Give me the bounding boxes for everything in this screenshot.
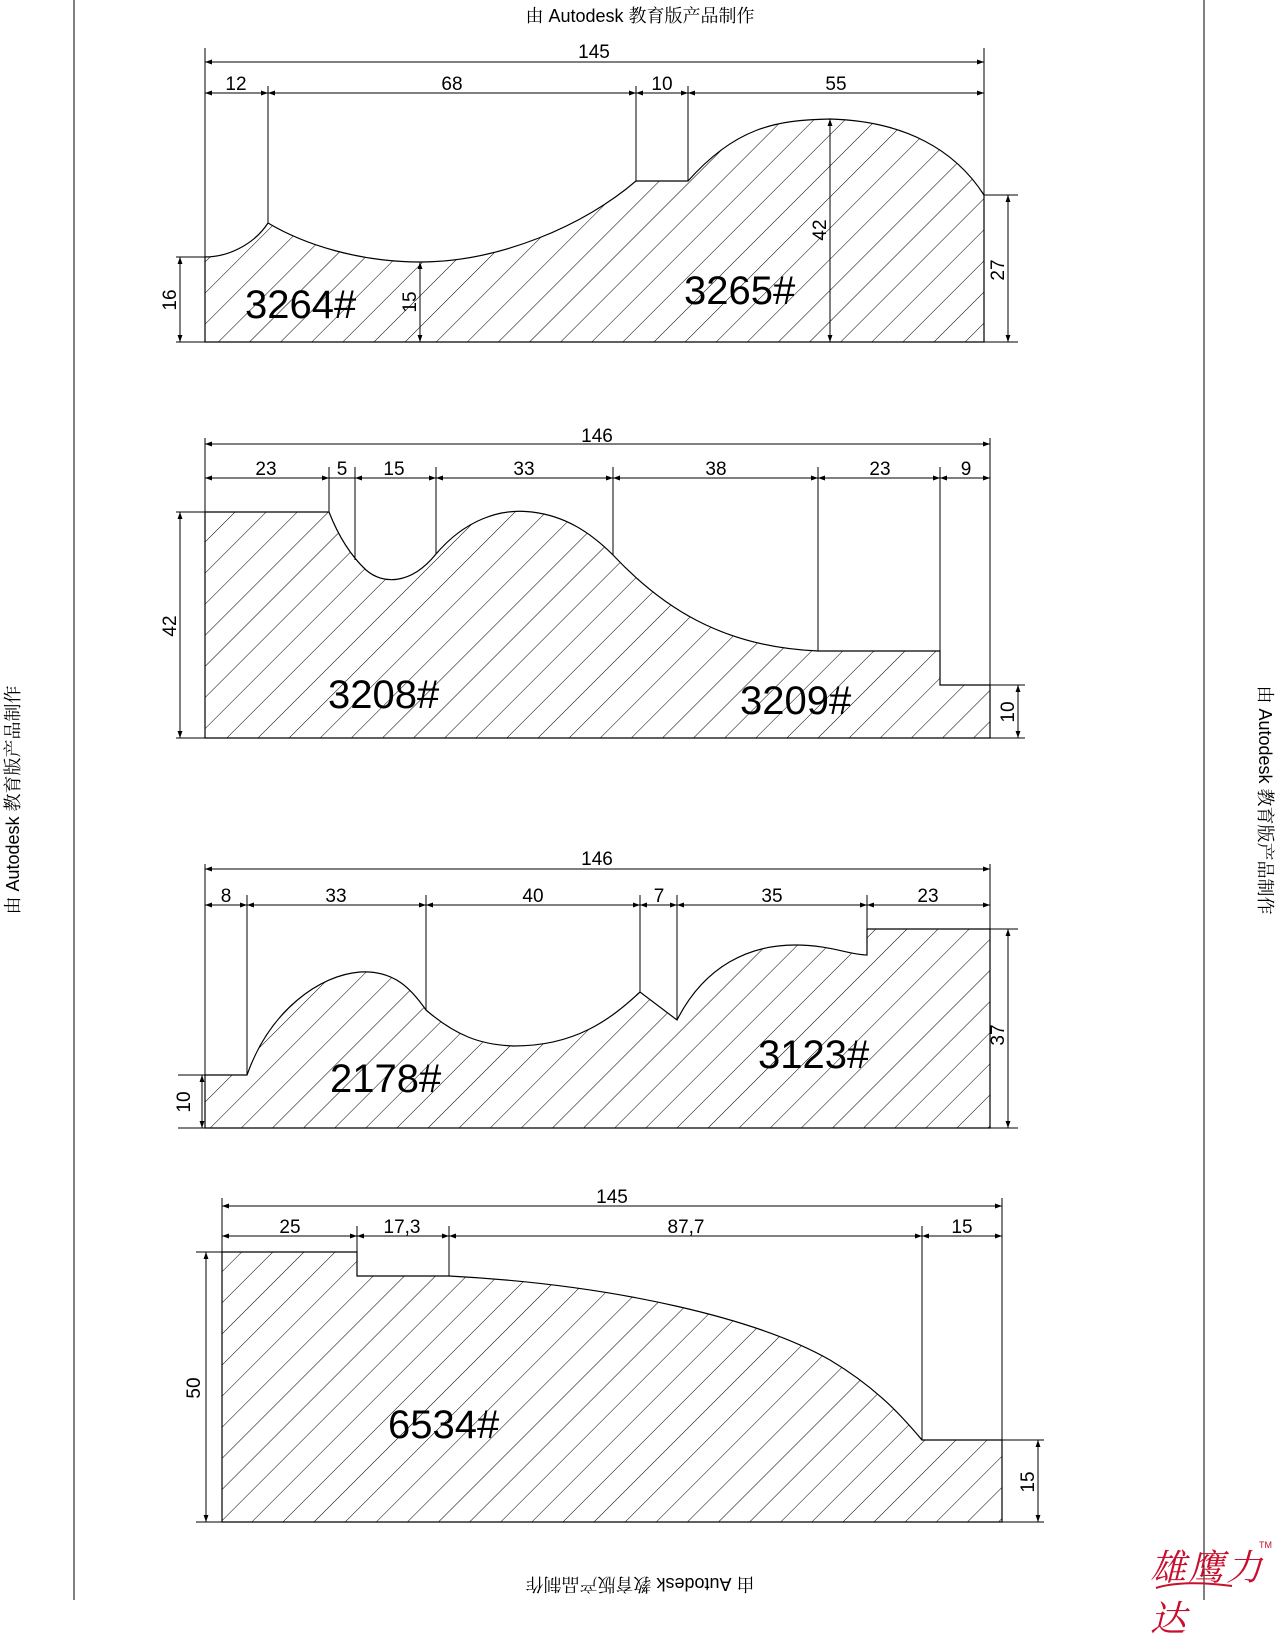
profile-4-section <box>222 1252 1002 1522</box>
watermark-bottom: 由 Autodesk 教育版产品制作 <box>525 1574 755 1594</box>
part-label: 6534# <box>388 1403 500 1447</box>
profile-6534 <box>184 1187 1044 1522</box>
dim-segment: 7 <box>653 886 665 907</box>
dim-segment: 17,3 <box>383 1217 421 1238</box>
dim-segment: 12 <box>225 74 247 95</box>
part-label: 2178# <box>330 1057 442 1101</box>
brand-trademark: TM <box>1259 1540 1272 1550</box>
dim-height: 10 <box>174 1091 195 1113</box>
dim-overall: 146 <box>581 849 613 870</box>
dim-segment: 8 <box>220 886 232 907</box>
dim-segment: 23 <box>869 459 891 480</box>
watermark-right: 由 Autodesk 教育版产品制作 <box>1255 685 1275 915</box>
dim-segment: 38 <box>705 459 727 480</box>
dim-segment: 10 <box>651 74 673 95</box>
dim-segment: 15 <box>951 1217 973 1238</box>
dim-segment: 55 <box>825 74 847 95</box>
part-label: 3264# <box>245 283 357 327</box>
dim-overall: 145 <box>578 42 610 63</box>
profile-2178-3123 <box>174 849 1018 1128</box>
dim-segment: 25 <box>279 1217 301 1238</box>
dim-segment: 35 <box>761 886 783 907</box>
dim-height: 15 <box>1018 1471 1039 1493</box>
dim-height: 15 <box>400 291 421 313</box>
brand-mark: 雄鹰力达 <box>1150 1548 1265 1640</box>
watermark-left: 由 Autodesk 教育版产品制作 <box>3 685 23 915</box>
dim-segment: 33 <box>325 886 347 907</box>
dim-height: 50 <box>184 1377 205 1399</box>
profile-2-section <box>205 511 990 738</box>
dim-segment: 5 <box>336 459 348 480</box>
profile-3208-3209 <box>160 426 1025 738</box>
profile-3264-3265 <box>160 42 1018 342</box>
dim-height: 16 <box>160 289 181 311</box>
dim-height: 42 <box>160 615 181 637</box>
dim-height: 27 <box>988 259 1009 281</box>
profile-3-section <box>205 929 990 1128</box>
dim-segment: 9 <box>960 459 972 480</box>
dim-segment: 15 <box>383 459 405 480</box>
brand-swoosh-icon <box>1154 1580 1234 1590</box>
part-label: 3209# <box>740 679 852 723</box>
watermark-top: 由 Autodesk 教育版产品制作 <box>525 6 755 26</box>
dim-overall: 146 <box>581 426 613 447</box>
part-label: 3208# <box>328 673 440 717</box>
dim-segment: 68 <box>441 74 463 95</box>
dim-segment: 33 <box>513 459 535 480</box>
part-label: 3123# <box>758 1033 870 1077</box>
dim-overall: 145 <box>596 1187 628 1208</box>
part-label: 3265# <box>684 269 796 313</box>
dim-height: 37 <box>988 1024 1009 1046</box>
dim-height: 42 <box>810 219 831 241</box>
dim-segment: 23 <box>255 459 277 480</box>
dim-segment: 23 <box>917 886 939 907</box>
dim-segment: 87,7 <box>667 1217 705 1238</box>
dim-height: 10 <box>998 701 1019 723</box>
brand-logo <box>1150 1540 1272 1640</box>
dim-segment: 40 <box>522 886 544 907</box>
